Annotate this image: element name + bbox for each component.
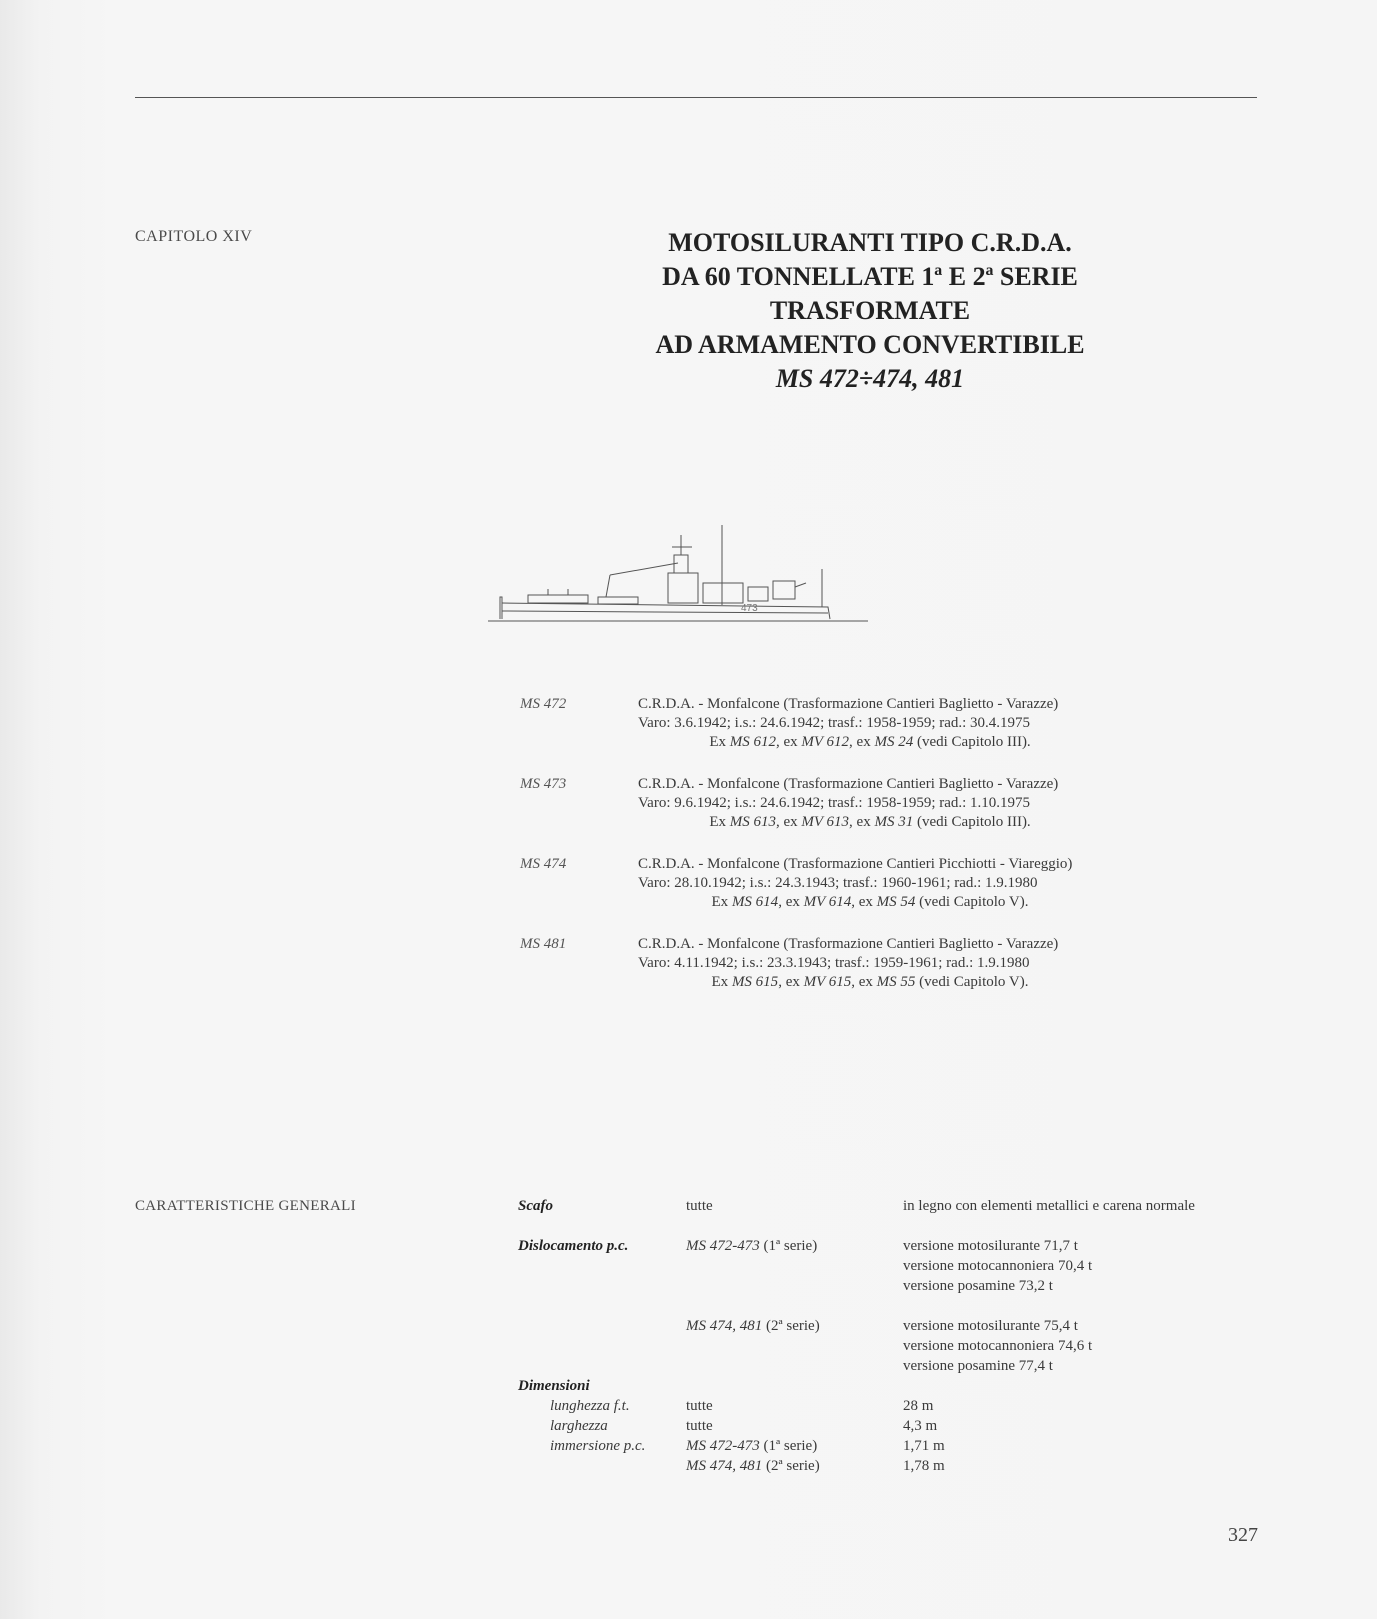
list-item — [520, 936, 1220, 1016]
text: (vedi Capitolo V). — [915, 974, 1029, 990]
spec-units — [686, 1318, 820, 1335]
unit-builder: C.R.D.A. - Monfalcone (Trasformazione Cantieri Baglietto - Varazze) — [638, 776, 1059, 792]
series: (2ª serie) — [762, 1458, 820, 1474]
ex-name: MS 54 — [876, 894, 916, 910]
ex-name: MS 31 — [874, 814, 914, 830]
unit-code: MS 473 — [520, 776, 567, 792]
unit-code: MS 481 — [520, 936, 567, 952]
unit-former-names — [520, 814, 1220, 831]
text: Ex — [711, 894, 732, 910]
title-line: DA 60 TONNELLATE 1ª E 2ª SERIE — [662, 262, 1078, 291]
spec-value: versione motosilurante 75,4 t — [903, 1318, 1078, 1334]
spec-value: 1,71 m — [903, 1438, 945, 1454]
spec-units — [686, 1438, 817, 1455]
unit-code: MS 472 — [520, 696, 567, 712]
spec-label: Scafo — [518, 1198, 553, 1214]
spec-label: Dislocamento p.c. — [518, 1238, 629, 1254]
unit-builder: C.R.D.A. - Monfalcone (Trasformazione Cantieri Baglietto - Varazze) — [638, 936, 1059, 952]
spec-units: tutte — [686, 1198, 713, 1214]
unit-former-names — [520, 894, 1220, 911]
series: (1ª serie) — [759, 1438, 818, 1454]
unit-builder: C.R.D.A. - Monfalcone (Trasformazione Cantieri Picchiotti - Viareggio) — [638, 856, 1073, 872]
text: (vedi Capitolo III). — [913, 734, 1031, 750]
text: , ex — [778, 974, 804, 990]
text: , ex — [851, 894, 877, 910]
ship-hull-number: 473 — [741, 603, 758, 614]
text: , ex — [778, 894, 804, 910]
spec-value: 28 m — [903, 1398, 934, 1414]
text: Ex — [709, 734, 730, 750]
ex-name: MV 614 — [803, 894, 852, 910]
text: Ex — [711, 974, 732, 990]
text: , ex — [849, 814, 875, 830]
ship-profile-svg — [488, 525, 888, 645]
units-italic: MS 472-473 — [686, 1238, 760, 1254]
spec-sublabel: larghezza — [550, 1418, 608, 1434]
text: , ex — [851, 974, 877, 990]
spec-label: Dimensioni — [518, 1378, 590, 1394]
units-italic: MS 474, 481 — [686, 1458, 763, 1474]
title-line: AD ARMAMENTO CONVERTIBILE — [655, 330, 1085, 359]
list-item — [520, 776, 1220, 856]
list-item — [520, 696, 1220, 776]
unit-dates: Varo: 28.10.1942; i.s.: 24.3.1943; trasf.: 1960-1961; rad.: 1.9.1980 — [638, 875, 1038, 891]
spec-units: tutte — [686, 1418, 713, 1434]
spec-sublabel: immersione p.c. — [550, 1438, 646, 1454]
text: Ex — [709, 814, 730, 830]
text: (vedi Capitolo III). — [913, 814, 1031, 830]
spec-units — [686, 1238, 817, 1255]
unit-former-names — [520, 974, 1220, 991]
section-label: CARATTERISTICHE GENERALI — [135, 1198, 356, 1214]
spec-value: 1,78 m — [903, 1458, 945, 1474]
units-italic: MS 474, 481 — [686, 1318, 763, 1334]
series: (2ª serie) — [762, 1318, 820, 1334]
units-italic: MS 472-473 — [686, 1438, 760, 1454]
text: , ex — [775, 814, 802, 830]
title-subtitle: MS 472÷474, 481 — [775, 364, 965, 393]
unit-list — [520, 696, 1220, 1016]
spec-value: versione motosilurante 71,7 t — [903, 1238, 1078, 1254]
ex-name: MS 614 — [731, 894, 779, 910]
ex-name: MS 615 — [731, 974, 779, 990]
ex-name: MV 612 — [801, 734, 850, 750]
text: (vedi Capitolo V). — [915, 894, 1029, 910]
ex-name: MS 24 — [874, 734, 914, 750]
ship-profile-drawing — [488, 525, 888, 645]
page-number: 327 — [1228, 1524, 1258, 1546]
chapter-label: CAPITOLO XIV — [135, 228, 253, 245]
spec-value: versione posamine 73,2 t — [903, 1278, 1053, 1294]
page-title — [620, 226, 1120, 396]
title-line: TRASFORMATE — [769, 296, 971, 325]
unit-dates: Varo: 4.11.1942; i.s.: 23.3.1943; trasf.: 1959-1961; rad.: 1.9.1980 — [638, 955, 1030, 971]
spec-value: versione motocannoniera 74,6 t — [903, 1338, 1093, 1354]
spec-sublabel: lunghezza f.t. — [550, 1398, 630, 1414]
ex-name: MS 613 — [729, 814, 776, 830]
list-item — [520, 856, 1220, 936]
unit-builder: C.R.D.A. - Monfalcone (Trasformazione Cantieri Baglietto - Varazze) — [638, 696, 1059, 712]
ex-name: MS 612 — [729, 734, 776, 750]
unit-dates: Varo: 3.6.1942; i.s.: 24.6.1942; trasf.: 1958-1959; rad.: 30.4.1975 — [638, 715, 1031, 731]
spec-value: versione motocannoniera 70,4 t — [903, 1258, 1093, 1274]
unit-code: MS 474 — [520, 856, 567, 872]
unit-former-names — [520, 734, 1220, 751]
spec-value: in legno con elementi metallici e carena normale — [903, 1198, 1195, 1214]
ex-name: MS 55 — [876, 974, 916, 990]
text: , ex — [775, 734, 802, 750]
spec-value: versione posamine 77,4 t — [903, 1358, 1053, 1374]
series: (1ª serie) — [759, 1238, 818, 1254]
unit-dates: Varo: 9.6.1942; i.s.: 24.6.1942; trasf.: 1958-1959; rad.: 1.10.1975 — [638, 795, 1031, 811]
ex-name: MV 615 — [803, 974, 852, 990]
top-rule — [135, 97, 1257, 98]
spec-value: 4,3 m — [903, 1418, 938, 1434]
spec-units — [686, 1458, 820, 1475]
spec-units: tutte — [686, 1398, 713, 1414]
ex-name: MV 613 — [801, 814, 850, 830]
title-line: MOTOSILURANTI TIPO C.R.D.A. — [668, 228, 1072, 257]
text: , ex — [849, 734, 875, 750]
